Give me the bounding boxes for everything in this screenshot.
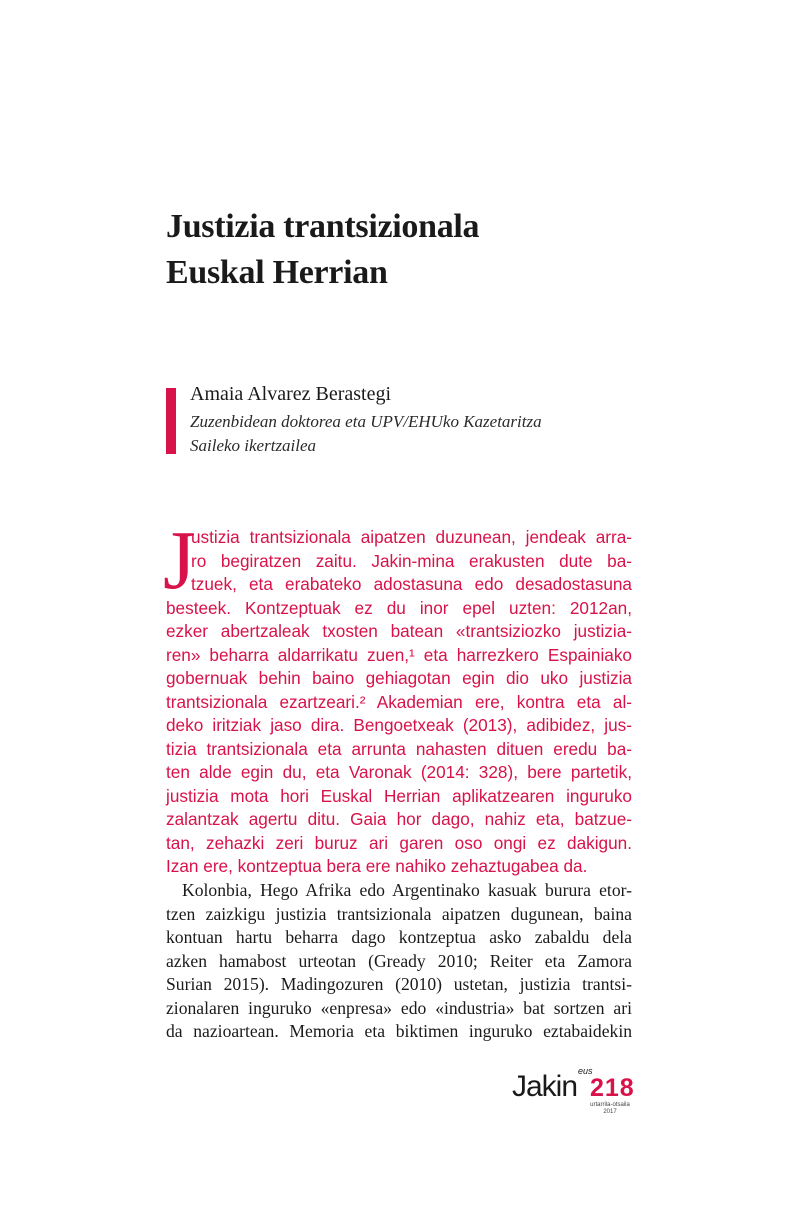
intro-line: ro begiratzen zaitu. Jakin-mina erakusten dute ba- [191, 550, 632, 571]
author-affiliation-line-2: Saileko ikertzailea [190, 436, 317, 455]
author-name: Amaia Alvarez Berastegi [190, 383, 392, 405]
issue-number: 218 [590, 1074, 635, 1102]
intro-line: Izan ere, kontzeptua bera ere nahiko zehaztugabea da. [166, 856, 588, 876]
intro-line: besteek. Kontzeptuak ez du inor epel uzten: 2012an, [166, 597, 632, 618]
body-line: Surian 2015). Madingozuren (2010) ustetan, justizia trantsi- [166, 974, 632, 994]
issue-months: urtarrila-otsaila [590, 1102, 630, 1108]
body-line: tzen zaizkigu justizia trantsizionala aipatzen dugunean, baina [166, 903, 632, 924]
logo-wordmark: Jakin [512, 1070, 578, 1103]
issue-date [590, 1102, 630, 1116]
intro-line: tizia trantsizionala eta arrunta nahasten dituen eredu ba- [166, 738, 632, 759]
body-line: Kolonbia, Hego Afrika edo Argentinako kasuak burura etor- [182, 880, 632, 900]
intro-paragraph [166, 526, 632, 879]
issue-year: 2017 [603, 1109, 617, 1115]
intro-line: deko iritziak jaso dira. Bengoetxeak (2013), adibidez, jus- [166, 715, 632, 735]
article-title-line-2: Euskal Herrian [166, 254, 388, 291]
intro-line: ezker abertzaleak txosten batean «trantsiziozko justizia- [166, 621, 632, 641]
journal-logo [512, 1066, 642, 1120]
intro-line: trantsizionala ezartzeari.² Akademian ere, kontra eta al- [166, 691, 632, 712]
intro-line: ustizia trantsizionala aipatzen duzunean, jendeak arra- [191, 527, 632, 547]
body-line: kontuan hartu beharra dago kontzeptua asko zabaldu dela [166, 927, 632, 947]
intro-line: ren» beharra aldarrikatu zuen,¹ eta harrezkero Espainiako [166, 644, 632, 665]
body-paragraph [166, 879, 632, 1044]
intro-line: justizia mota hori Euskal Herrian aplikatzearen inguruko [166, 785, 632, 806]
body-line: azken hamabost urteotan (Gready 2010; Reiter eta Zamora [166, 950, 632, 971]
body-line: zionalaren inguruko «enpresa» edo «industria» bat sortzen ari [166, 997, 632, 1018]
intro-line: gobernuak behin baino gehiagotan egin dio uko justizia [166, 668, 632, 688]
intro-line: zalantzak agertu ditu. Gaia hor dago, nahiz eta, batzue- [166, 809, 632, 829]
author-accent-bar [166, 388, 176, 454]
intro-line: ten alde egin du, eta Varonak (2014: 328), bere partetik, [166, 762, 632, 782]
author-affiliation-line-1: Zuzenbidean doktorea eta UPV/EHUko Kazetaritza [190, 412, 542, 431]
intro-line: tan, zehazki zeri buruz ari garen oso ongi ez dakigun. [166, 832, 632, 853]
body-line: da nazioartean. Memoria eta biktimen inguruko eztabaidekin [166, 1021, 632, 1041]
drop-cap: J [163, 514, 196, 607]
intro-line: tzuek, eta erabateko adostasuna edo desadostasuna [191, 574, 632, 594]
author-affiliation [190, 410, 542, 458]
article-title [166, 204, 479, 296]
article-title-line-1: Justizia trantsizionala [166, 208, 480, 245]
logo-eus-suffix: eus [578, 1066, 593, 1076]
